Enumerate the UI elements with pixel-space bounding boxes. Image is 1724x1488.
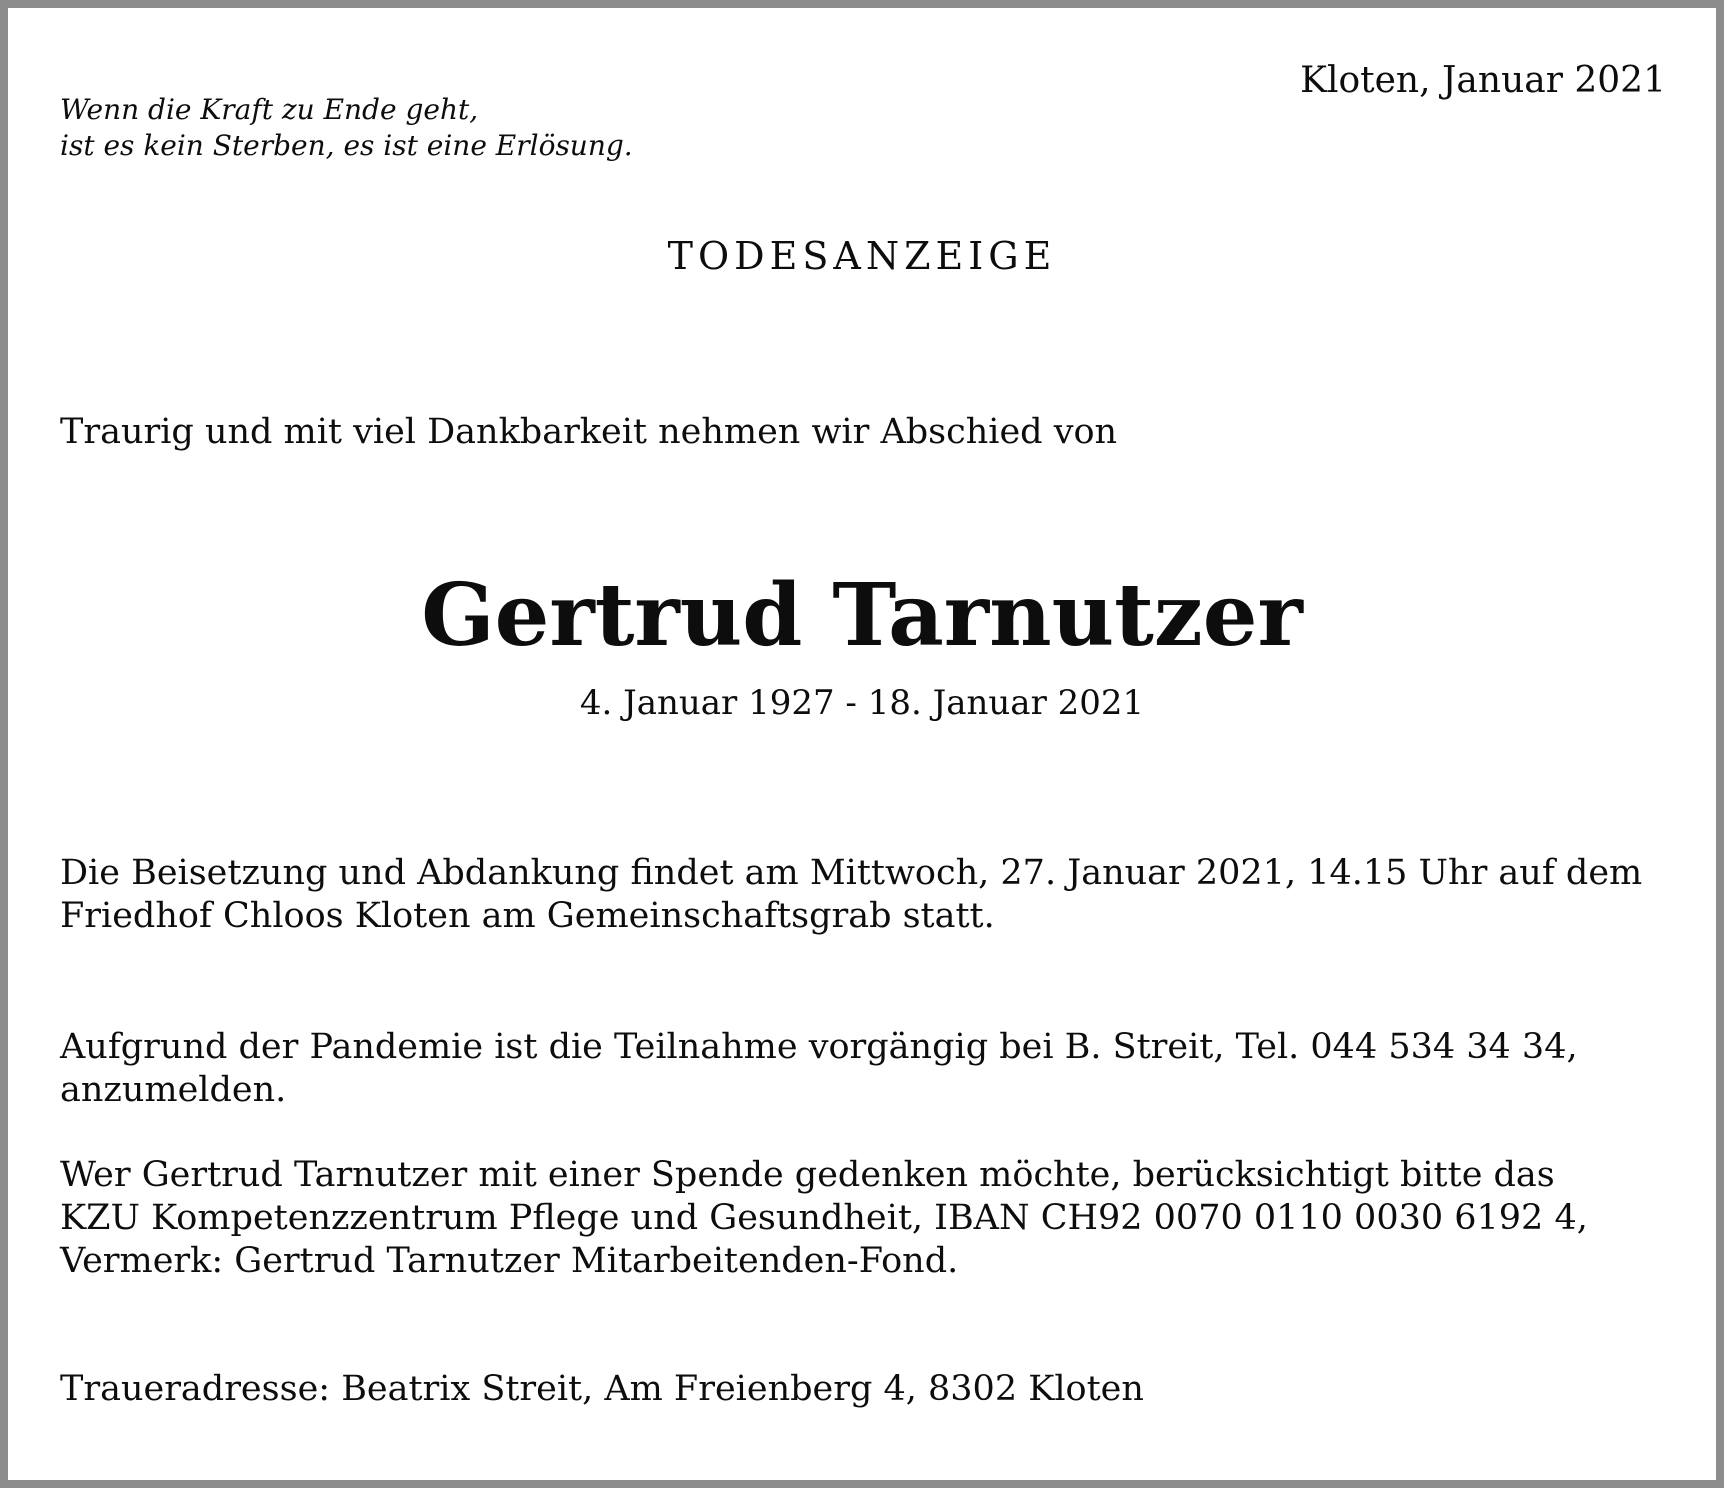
place-date: Kloten, Januar 2021 xyxy=(1300,60,1666,101)
deceased-name: Gertrud Tarnutzer xyxy=(421,565,1303,666)
pandemic-line-2: anzumelden. xyxy=(60,1070,287,1110)
pandemic-line-1: Aufgrund der Pandemie ist die Teilnahme vorgängig bei B. Streit, Tel. 044 534 34 34, xyxy=(60,1027,1578,1067)
motto-line-2: ist es kein Sterben, es ist eine Erlösung. xyxy=(60,129,633,162)
lifespan-dates: 4. Januar 1927 - 18. Januar 2021 xyxy=(579,683,1145,723)
motto-line-1: Wenn die Kraft zu Ende geht, xyxy=(60,93,479,126)
donation-paragraph xyxy=(60,1154,1700,1283)
burial-line-1: Die Beisetzung und Abdankung findet am Mittwoch, 27. Januar 2021, 14.15 Uhr auf dem xyxy=(60,853,1643,893)
mourning-address xyxy=(60,1368,1700,1411)
donation-line-1: Wer Gertrud Tarnutzer mit einer Spende gedenken möchte, berücksichtigt bitte das xyxy=(60,1155,1555,1195)
burial-paragraph xyxy=(60,852,1700,938)
donation-line-2: KZU Kompetenzzentrum Pflege und Gesundheit, IBAN CH92 0070 0110 0030 6192 4, xyxy=(60,1198,1588,1238)
pandemic-paragraph xyxy=(60,1026,1700,1112)
intro-text: Traurig und mit viel Dankbarkeit nehmen wir Abschied von xyxy=(60,412,1118,452)
donation-line-3: Vermerk: Gertrud Tarnutzer Mitarbeitenden-Fond. xyxy=(60,1241,959,1281)
motto-quote xyxy=(60,92,633,164)
burial-line-2: Friedhof Chloos Kloten am Gemeinschaftsgrab statt. xyxy=(60,896,995,936)
address-line: Traueradresse: Beatrix Streit, Am Freienberg 4, 8302 Kloten xyxy=(60,1369,1144,1409)
notice-heading: TODESANZEIGE xyxy=(667,234,1057,278)
